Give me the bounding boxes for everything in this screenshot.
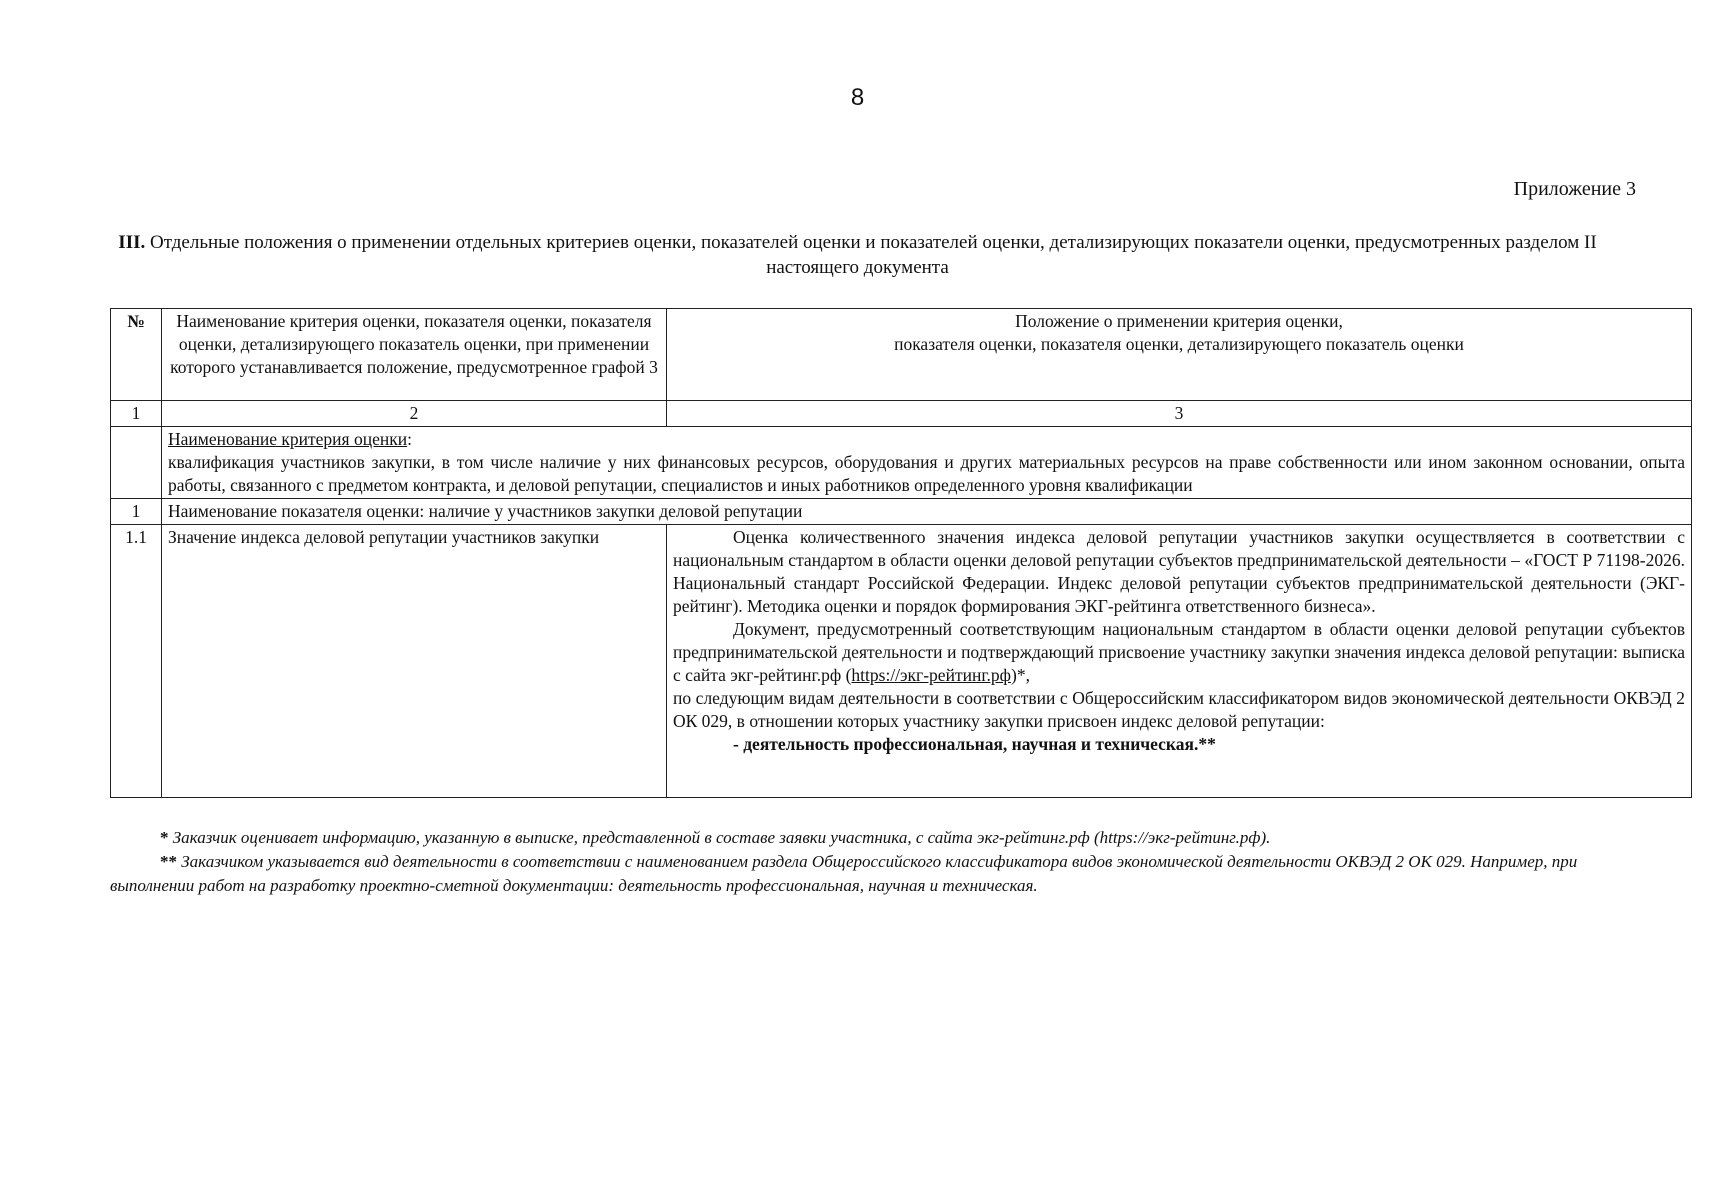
page-number: 8 (850, 84, 865, 111)
footnote-2-mark: ** (160, 852, 177, 871)
item-paragraph-2-end: )*, (1011, 665, 1030, 685)
item-number: 1.1 (111, 525, 162, 798)
item-row (111, 525, 1692, 798)
criterion-row (111, 427, 1692, 499)
numbering-cell-1: 1 (111, 401, 162, 427)
indicator-number: 1 (111, 499, 162, 525)
table-numbering-row (111, 401, 1692, 427)
item-paragraph-2 (673, 618, 1685, 687)
item-paragraph-2-link[interactable]: https://экг-рейтинг.рф (851, 665, 1011, 685)
header-provision-line2: показателя оценки, показателя оценки, детализирующего показатель оценки (894, 334, 1464, 354)
section-title (110, 230, 1605, 280)
item-paragraph-2-start: Документ, предусмотренный соответствующим национальным стандартом в области оценки деловой репутации субъектов предпринимательской деятельности и подтверждающий присвоение участнику закупки значения индекса деловой репутации: выписка с сайта экг-рейтинг.рф ( (673, 619, 1685, 685)
item-paragraph-3: по следующим видам деятельности в соответствии с Общероссийским классификатором видов экономической деятельности ОКВЭД 2 ОК 029, в отношении которых участнику закупки присвоен индекс деловой репутации: (673, 688, 1685, 731)
footnote-2-text: Заказчиком указывается вид деятельности в соответствии с наименованием раздела Общероссийского классификатора видов экономической деятельности ОКВЭД 2 ОК 029. Например, при выполнении работ на разработку проектно-сметной документации: деятельность профессиональная, научная и техническая. (110, 852, 1578, 895)
item-paragraph-1: Оценка количественного значения индекса деловой репутации участников закупки осуществляется в соответствии с национальным стандартом в области оценки деловой репутации субъектов предпринимательской деятельности – «ГОСТ Р 71198-2026. Национальный стандарт Российской Федерации. Индекс деловой репутации субъектов предпринимательской деятельности (ЭКГ-рейтинг). Методика оценки и порядок формирования ЭКГ-рейтинга ответственного бизнеса». (673, 527, 1685, 616)
numbering-cell-2: 2 (162, 401, 667, 427)
criterion-cell (162, 427, 1692, 499)
indicator-text: Наименование показателя оценки: наличие у участников закупки деловой репутации (162, 499, 1692, 525)
criterion-text: квалификация участников закупки, в том числе наличие у них финансовых ресурсов, оборудования и других материальных ресурсов на праве собственности или ином законном основании, опыта работы, связанного с предметом контракта, и деловой репутации, специалистов и иных работников определенного уровня квалификации (168, 452, 1685, 495)
footnote-1-mark: * (160, 828, 169, 847)
criterion-heading (168, 428, 1685, 451)
footnotes (110, 826, 1610, 898)
header-provision-cell (667, 309, 1692, 401)
section-title-text: Отдельные положения о применении отдельных критериев оценки, показателей оценки и показателей оценки, детализирующих показатели оценки, предусмотренных разделом II настоящего документа (149, 232, 1597, 278)
criteria-table (110, 308, 1692, 798)
footnote-1-text: Заказчик оценивает информацию, указанную в выписке, представленной в составе заявки участника, с сайта экг-рейтинг.рф (https://экг-рейтинг.рф). (172, 828, 1271, 847)
appendix-label: Приложение 3 (1513, 178, 1636, 200)
table-header-row (111, 309, 1692, 401)
item-name: Значение индекса деловой репутации участников закупки (162, 525, 667, 798)
section-roman-numeral: III. (118, 232, 146, 253)
header-name-cell (162, 309, 667, 401)
header-provision-line1: Положение о применении критерия оценки, (1015, 311, 1343, 331)
item-activity: - деятельность профессиональная, научная и техническая.** (733, 734, 1216, 754)
header-name-label: Наименование критерия оценки, показателя оценки, показателя оценки, детализирующего показатель оценки, при применении которого устанавливается положение, предусмотренное графой 3 (170, 311, 658, 377)
criterion-colon: : (407, 429, 412, 449)
header-number-cell (111, 309, 162, 401)
numbering-cell-3: 3 (667, 401, 1692, 427)
header-number-label: № (127, 311, 145, 331)
indicator-row (111, 499, 1692, 525)
criterion-label: Наименование критерия оценки (168, 429, 408, 449)
criterion-number-cell (111, 427, 162, 499)
footnote-2 (110, 850, 1610, 898)
item-provision-cell (667, 525, 1692, 798)
footnote-1 (110, 826, 1610, 850)
